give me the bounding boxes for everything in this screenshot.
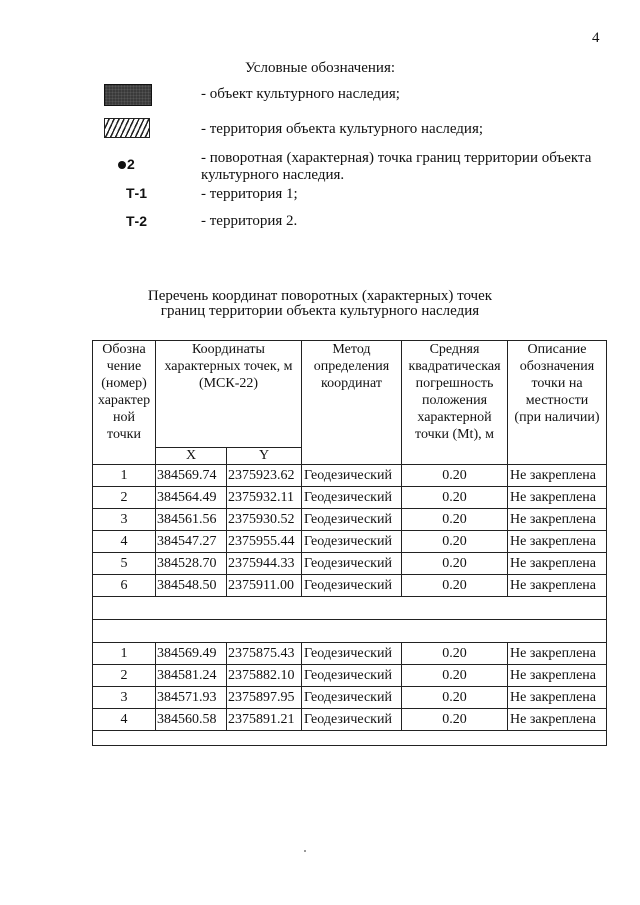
table-row: 3 384571.93 2375897.95 Геодезический 0.20 Не закреплена [93,687,607,709]
territory-1-code: Т-1 [126,185,147,201]
territory-2-code: Т-2 [126,213,147,229]
legend-text-territory: - территория объекта культурного наследия; [201,121,484,137]
legend-text-t1: - территория 1; [201,186,298,202]
header-error: Средняя квадратическая погрешность положения характерной точки (Mt), м [402,341,508,465]
scan-mark [304,850,306,852]
table-separator-row [93,597,607,620]
table-row: 4 384560.58 2375891.21 Геодезический 0.20 Не закреплена [93,709,607,731]
legend-title: Условные обозначения: [244,60,396,76]
header-coordinates: Координаты характерных точек, м (МСК-22) [156,341,302,448]
table-row: 6 384548.50 2375911.00 Геодезический 0.20 Не закреплена [93,575,607,597]
header-point-number: Обозна чение (номер) характер ной точки [93,341,156,465]
legend-text-t2: - территория 2. [201,213,298,229]
territory-hatch-symbol [104,118,150,138]
table-row: 5 384528.70 2375944.33 Геодезический 0.20 Не закреплена [93,553,607,575]
legend-text-point: - поворотная (характерная) точка границ территории объекта культурного наследия. [201,150,592,183]
turning-point-symbol [118,156,135,172]
table-row: 1 384569.74 2375923.62 Геодезический 0.20 Не закреплена [93,465,607,487]
table-header-row [93,341,607,448]
point-symbol-label: 2 [127,156,135,172]
point-dot-icon [118,161,126,169]
table-title-line1: Перечень координат поворотных (характерных) точек [147,288,493,304]
table-row: 1 384569.49 2375875.43 Геодезический 0.20 Не закреплена [93,643,607,665]
table-trailing-row [93,731,607,746]
table-row: 2 384564.49 2375932.11 Геодезический 0.20 Не закреплена [93,487,607,509]
table-title [0,289,640,319]
header-description: Описание обозначения точки на местности (при наличии) [508,341,607,465]
cultural-object-symbol [104,84,152,106]
page-number: 4 [592,30,600,46]
legend-text-object: - объект культурного наследия; [201,86,400,102]
table-separator-row [93,620,607,643]
table-row: 3 384561.56 2375930.52 Геодезический 0.20 Не закреплена [93,509,607,531]
header-method: Метод определения координат [302,341,402,465]
table-row: 4 384547.27 2375955.44 Геодезический 0.20 Не закреплена [93,531,607,553]
table-row: 2 384581.24 2375882.10 Геодезический 0.20 Не закреплена [93,665,607,687]
header-y: Y [227,447,302,464]
table-title-line2: границ территории объекта культурного наследия [160,303,480,319]
coordinates-table [92,340,607,746]
header-x: X [156,447,227,464]
